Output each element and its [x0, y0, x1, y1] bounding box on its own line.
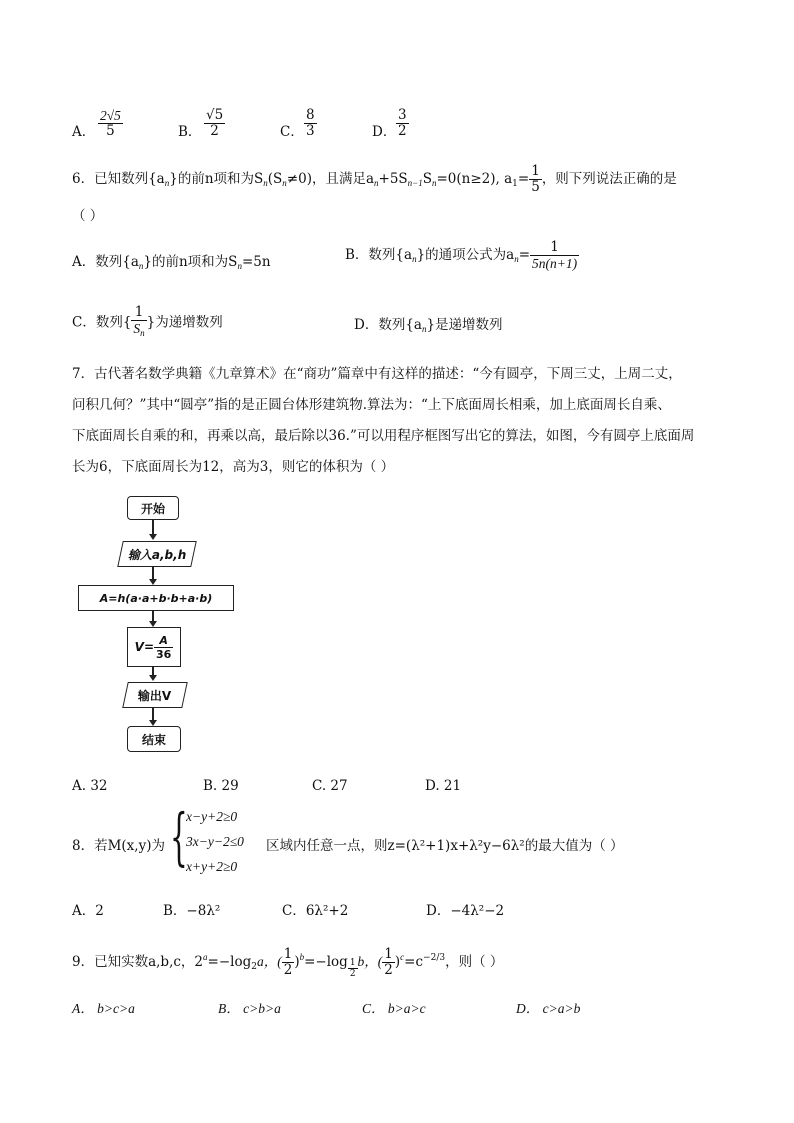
q9-sup: a — [203, 952, 208, 962]
q9-half-den: 2 — [384, 962, 393, 978]
q9-half-num: 1 — [349, 958, 356, 968]
q6-option-b-text: = — [518, 247, 531, 263]
q6-option-d-text: D．数列{a — [354, 317, 422, 333]
flow-end-label: 结束 — [141, 732, 166, 747]
q6-option-c-num: 1 — [134, 304, 144, 320]
q9-half-num: 1 — [384, 946, 393, 962]
q8-option-c: C．6λ²+2 — [282, 903, 349, 919]
q6-sub: n — [140, 328, 145, 338]
flow-volume-den: 36 — [156, 647, 172, 661]
flow-process-label: A=h(a·a+b·b+a·b) — [99, 591, 213, 605]
q6-option-b-den: 5n(n+1) — [532, 256, 578, 271]
q9-sup: −2/3 — [423, 953, 446, 963]
q5-option-a-label: A． — [72, 124, 96, 140]
flow-volume-fraction — [154, 634, 173, 661]
q8-constraint-1: x−y+2≥0 — [186, 809, 238, 824]
flow-volume — [127, 627, 181, 667]
q7-option-a: A. 32 — [72, 778, 108, 794]
q7-line-2: 问积几何？”其中“圆亭”指的是正圆台体形建筑物.算法为：“上下底面周长相乘，加上底面周长自乘、 — [72, 397, 671, 413]
flow-volume-num: A — [159, 633, 168, 647]
q6-answer-paren: （ ） — [72, 208, 104, 224]
q9-half-den: 2 — [349, 969, 356, 979]
q7-flowchart — [76, 488, 246, 760]
q6-sub: n — [138, 261, 144, 271]
q7-option-c: C. 27 — [312, 778, 348, 794]
q8-option-b: B．−8λ² — [163, 903, 221, 919]
q9-stem-part: ，则（ ） — [445, 954, 504, 970]
q6-option-c — [72, 305, 223, 341]
q6-option-a-text: A．数列{a — [72, 254, 139, 270]
q6-sub: n−1 — [407, 178, 423, 188]
q9-stem-part: =−log — [304, 954, 348, 970]
q5-option-c-num: 8 — [306, 107, 315, 123]
flow-start-label: 开始 — [140, 501, 165, 516]
q6-stem-part: ≠0)，且满足a — [286, 171, 375, 187]
q5-option-c-label: C． — [280, 124, 304, 140]
flow-end — [127, 726, 181, 752]
q9-option-c: C． b>a>c — [362, 1001, 426, 1016]
flow-start — [127, 496, 179, 520]
q9-stem-part: =c — [404, 954, 424, 970]
q5-option-d-den: 2 — [398, 123, 407, 139]
q6-option-c-den — [131, 320, 146, 341]
q8-option-d: D．−4λ²−2 — [426, 903, 505, 919]
q6-stem-part: 6．已知数列{a — [72, 171, 165, 187]
q9-stem-part: a，( — [256, 954, 282, 969]
q6-stem-part: (S — [267, 171, 283, 187]
q9-half-2 — [382, 947, 395, 978]
q5-option-d-label: D． — [372, 124, 397, 140]
q5-option-b-label: B． — [178, 124, 202, 140]
q6-option-a-text: }的前n项和为S — [143, 254, 238, 270]
q6-fraction-num: 1 — [531, 163, 540, 179]
q6-stem-part: ，则下列说法正确的是 — [541, 171, 677, 187]
flow-volume-label: V= — [134, 640, 155, 654]
q8-mid: 区域内任意一点，则z=(λ²+1)x+λ²y−6λ²的最大值为（ ） — [266, 838, 624, 854]
q5-option-c-den: 3 — [306, 123, 315, 139]
q9-sup: c — [400, 952, 405, 962]
q6-option-c-den-s: S — [133, 321, 141, 336]
q9-option-b: B． c>b>a — [218, 1001, 281, 1016]
q8-option-a: A．2 — [72, 903, 104, 919]
q6-option-c-fraction — [131, 305, 146, 341]
q9-option-a: A． b>c>a — [72, 1001, 135, 1016]
q6-fraction-den: 5 — [531, 179, 540, 195]
q6-stem-part: S — [422, 171, 432, 187]
q6-option-a — [72, 250, 271, 271]
q5-option-b-den: 2 — [204, 123, 225, 139]
q6-option-b-fraction — [530, 240, 579, 271]
q6-sub: n — [164, 178, 170, 188]
flow-input-label: 输入a,b,h — [127, 547, 187, 562]
q6-stem-part: }的前n项和为S — [169, 171, 264, 187]
q8-constraint-3: x+y+2≥0 — [186, 859, 238, 874]
q6-option-c-text: }为递增数列 — [146, 314, 223, 331]
q5-option-b-num: √5 — [206, 107, 224, 123]
flow-input — [117, 541, 197, 567]
q9-stem-part: 9．已知实数a,b,c，2 — [72, 954, 204, 970]
q9-sub: 2 — [251, 962, 257, 972]
q5-option-b-fraction — [204, 108, 225, 139]
q7-line-1: 7．古代著名数学典籍《九章算术》在“商功”篇章中有这样的描述：“今有圆亭，下周三丈，上周二丈， — [72, 366, 682, 382]
q5-option-a-num: 2√5 — [100, 108, 121, 123]
q8-constraint-2: 3x−y−2≤0 — [186, 834, 244, 849]
q5-option-a-fraction — [98, 108, 123, 139]
q6-sub: n — [514, 254, 519, 264]
q6-sub: 1 — [512, 179, 518, 189]
q6-sub: n — [374, 178, 379, 188]
q9-stem: 9．已知实数a,b,c，$2^a=-\log_2a$，( $\frac{1}{2}$ )$^b$=−log $\frac{1}{2}$ b，( $\frac{1}{2}$ )$^c=c^{-2/3}$，则（ ） — [72, 946, 504, 979]
flow-process — [78, 585, 234, 611]
q6-stem — [72, 160, 677, 203]
q5-option-c-fraction — [304, 108, 317, 139]
q9-half-num: 1 — [283, 946, 293, 962]
q5-option-d-fraction — [396, 108, 409, 139]
q8-brace: { — [170, 800, 188, 873]
q9-option-d: D． c>a>b — [516, 1001, 581, 1016]
flow-output-label: 输出V — [138, 688, 172, 703]
q6-option-b-num: 1 — [550, 239, 559, 255]
q6-sub: n — [412, 254, 417, 264]
q9-stem-part: b，( — [357, 954, 383, 969]
q9-half-1 — [282, 947, 295, 978]
q7-line-3: 下底面周长自乘的和，再乘以高，最后除以36.”可以用程序框图写出它的算法，如图，今有圆亭上底面周 — [72, 428, 695, 444]
q8-lead: 8．若M(x,y)为 — [72, 838, 165, 854]
q7-line-4: 长为6，下底面周长为12，高为3，则它的体积为（ ） — [72, 459, 395, 475]
q6-sub: n — [432, 178, 437, 188]
q6-sub: n — [237, 261, 242, 271]
q6-option-b — [345, 240, 579, 271]
q6-sub: n — [421, 324, 427, 334]
q6-option-b-text: B．数列{a — [345, 247, 413, 263]
q6-stem-part: +5S — [378, 171, 408, 187]
q5-option-a-den: 5 — [98, 123, 123, 139]
flow-output — [122, 682, 188, 708]
q6-sub: n — [282, 178, 287, 188]
q5-option-d-num: 3 — [398, 107, 407, 123]
q9-stem-part: =−log — [207, 954, 252, 970]
q6-option-c-text: C．数列{ — [72, 314, 132, 331]
q6-fraction — [529, 164, 542, 195]
q6-option-d-text: }是递增数列 — [426, 317, 503, 333]
q6-stem-part: =0(n≥2), a — [436, 171, 513, 187]
q6-sub: n — [263, 178, 268, 188]
q9-half-base — [348, 958, 358, 979]
q6-option-a-text: =5n — [241, 254, 271, 270]
q7-option-d: D. 21 — [425, 778, 462, 794]
q6-option-b-text: }的通项公式为a — [416, 247, 515, 263]
q6-option-d — [354, 313, 503, 334]
q6-stem-part: = — [517, 171, 530, 187]
q7-option-b: B. 29 — [203, 778, 239, 794]
q9-half-den: 2 — [283, 962, 293, 978]
q9-sup: b — [299, 952, 305, 962]
